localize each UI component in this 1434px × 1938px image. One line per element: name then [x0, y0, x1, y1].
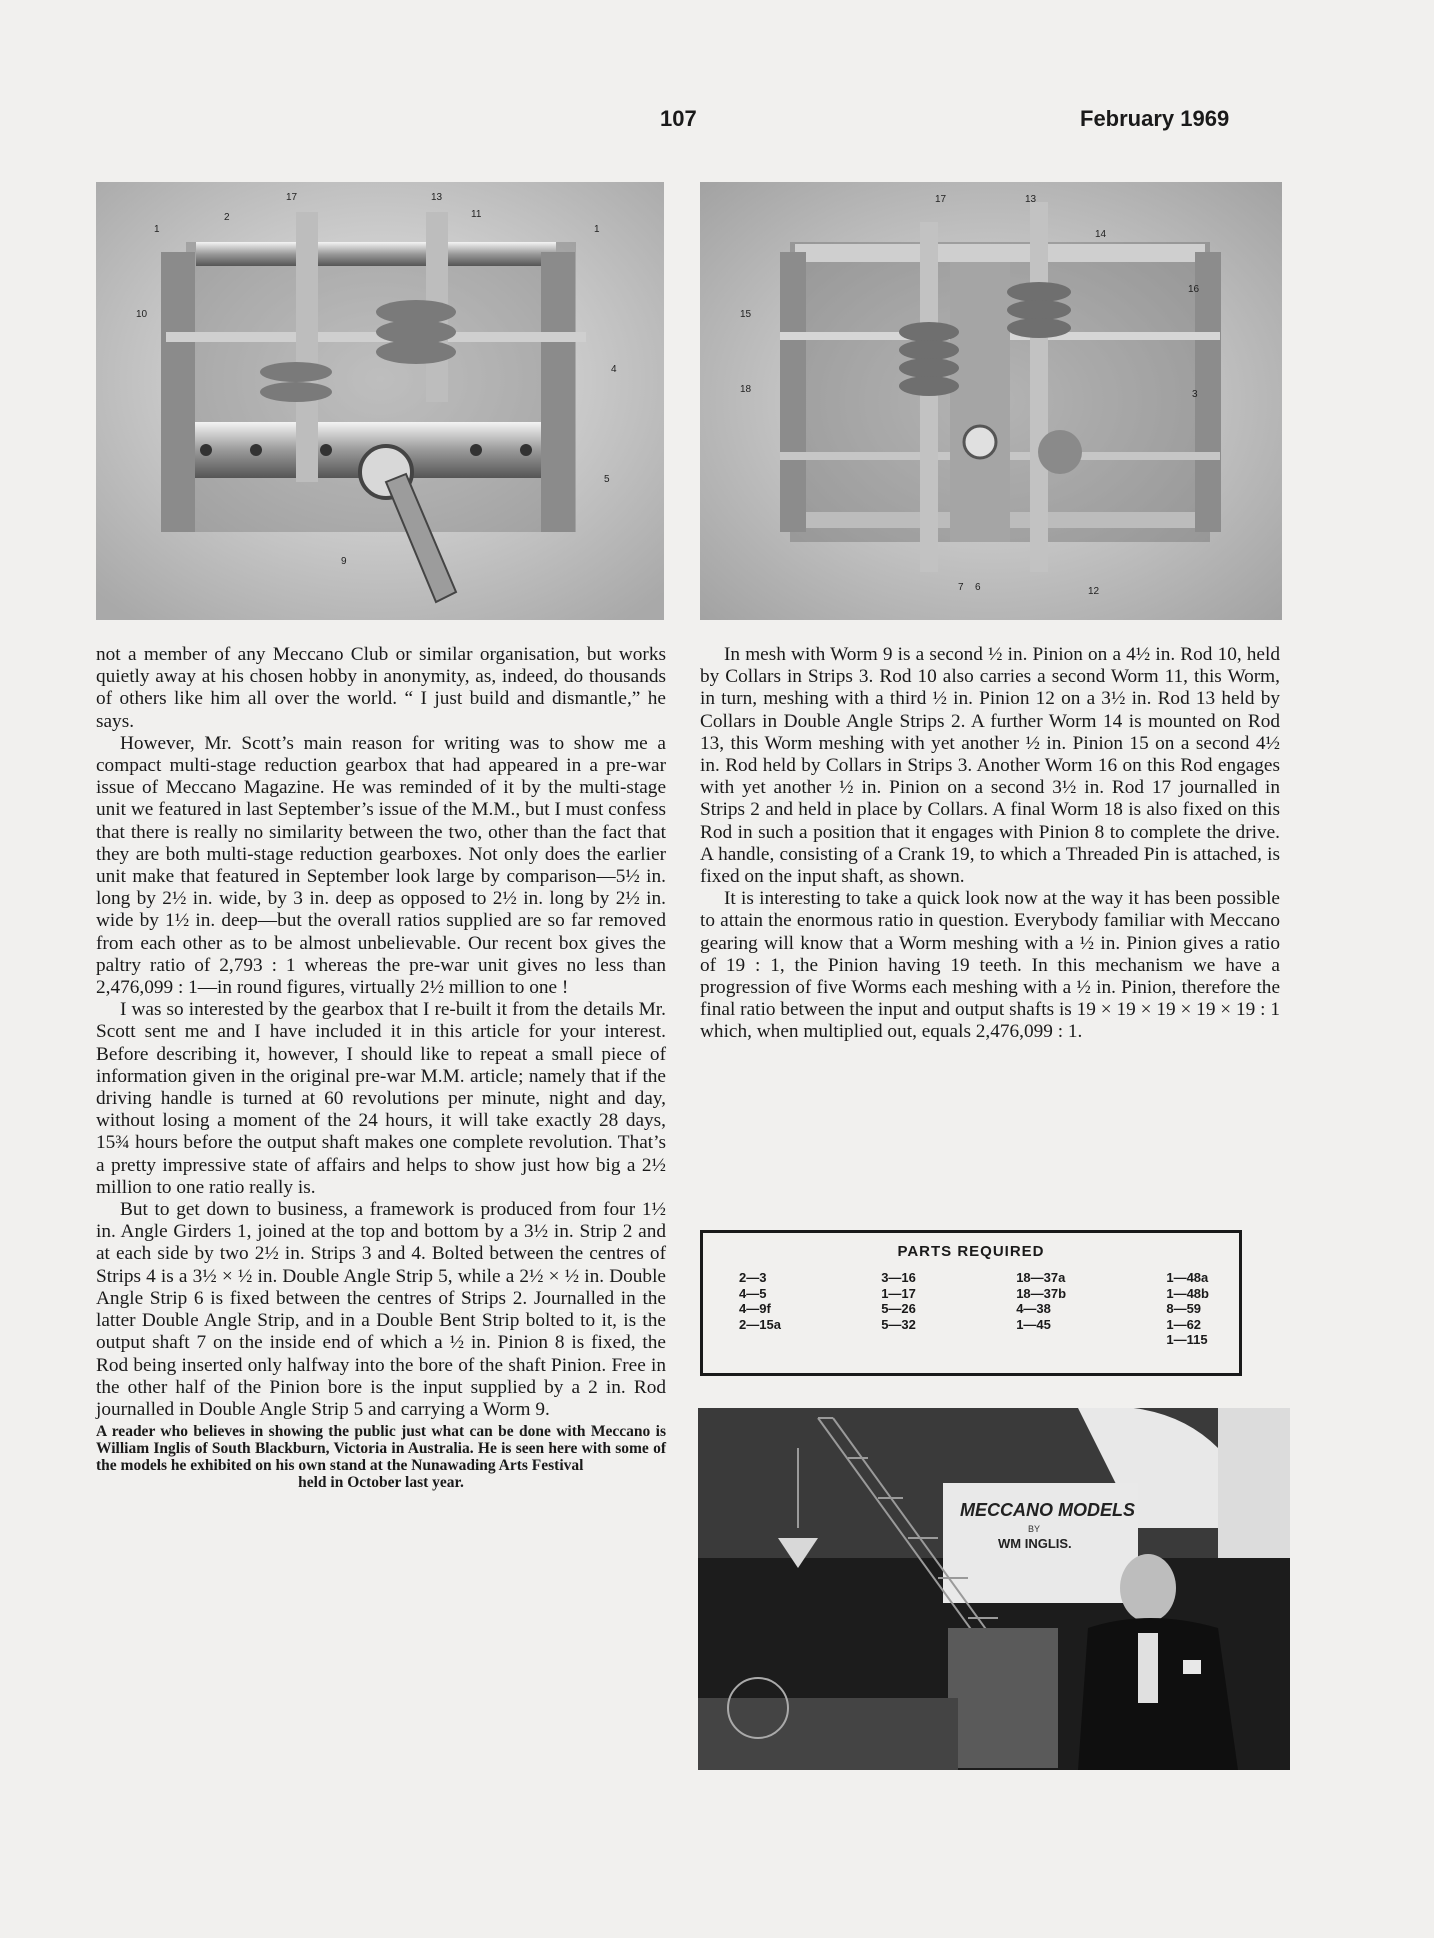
part-entry: 1—62: [1166, 1316, 1202, 1332]
photo1-label-1-left: 1: [154, 224, 160, 235]
paragraph: In mesh with Worm 9 is a second ½ in. Pinion on a 4½ in. Rod 10, held by Collars in Strips 3. Rod 10 also carries a second Worm 11, this Worm, in turn, meshing with a third ½ in. Pinion 12 on a 3½ in. Rod 13 held by Collars in Double Angle Strips 2. A further Worm 14 is mounted on Rod 13, this Worm meshing with yet another ½ in. Pinion 15 on a second 4½ in. Rod held by Collars in Strips 3. Another Worm 16 on this Rod engages with yet another ½ in. Pinion on a second 3½ in. Rod 17 journalled in Strips 2 and held in place by Collars. A final Worm 18 is also fixed on this Rod in such a position that it engages with Pinion 8 to complete the drive. A handle, consisting of a Crank 19, to which a Threaded Pin is attached, is fixed on the input shaft, as shown.: [700, 644, 1280, 888]
parts-column: [881, 1270, 916, 1348]
photo2-label-7: 7: [958, 582, 964, 593]
part-entry: 4—9f: [739, 1301, 771, 1316]
gearbox-photo-front: [96, 182, 664, 620]
page-number: 107: [660, 106, 697, 131]
paragraph: not a member of any Meccano Club or similar organisation, but works quietly away at his chosen hobby in anonymity, as, indeed, do thousands of others like him all over the world. “ I just build and dismantle,” he says.: [96, 644, 666, 732]
paragraph: But to get down to business, a framework is produced from four 1½ in. Angle Girders 1, joined at the top and bottom by a 3½ in. Strip 2 and at each side by two 2½ in. Strips 3 and 4. Bolted between the centres of Strips 4 is a 3½ × ½ in. Double Angle Strip 5, while a 2½ × ½ in. Double Angle Strip 6 is fixed between the centres of Strips 2. Journalled in the latter Double Angle Strip, and in a Double Bent Strip bolted to it, is the output shaft 7 on the inside end of which a ½ in. Pinion 8 is fixed, the Rod being inserted only halfway into the bore of the shaft Pinion. Free in the other half of the Pinion bore is the input supplied by a 2 in. Rod journalled in Double Angle Strip 5 and carrying a Worm 9.: [96, 1199, 666, 1420]
article-column-right: [700, 644, 1280, 1044]
part-entry: 1—48b: [1166, 1285, 1209, 1301]
sign-line-2: BY: [1028, 1524, 1041, 1534]
photo2-label-15: 15: [740, 309, 752, 320]
photo1-label-17: 17: [286, 192, 298, 203]
gearbox-photo-rear: [700, 182, 1282, 620]
caption-text-last-line: held in October last year.: [298, 1474, 464, 1492]
photo2-label-13: 13: [1025, 194, 1037, 205]
sign-line-1: MECCANO MODELS: [960, 1500, 1135, 1520]
photo-caption: [96, 1423, 666, 1491]
photo1-label-11: 11: [471, 209, 482, 220]
parts-required-box: [700, 1230, 1242, 1376]
parts-column: [1166, 1270, 1209, 1348]
photo2-label-14: 14: [1095, 229, 1107, 240]
photo2-label-6: 6: [975, 582, 981, 593]
part-entry: 18—37a: [1016, 1270, 1066, 1285]
part-entry: 3—16: [881, 1270, 916, 1285]
parts-column: [739, 1270, 781, 1348]
part-entry: 4—38: [1016, 1301, 1051, 1316]
parts-required-title: PARTS REQUIRED: [897, 1243, 1045, 1260]
part-entry: 5—32: [881, 1316, 916, 1332]
part-entry: 1—48a: [1166, 1270, 1209, 1285]
photo1-label-5: 5: [604, 474, 610, 485]
photo1-label-1-right: 1: [594, 224, 600, 235]
part-entry: 4—5: [739, 1285, 767, 1301]
photo2-label-17: 17: [935, 194, 947, 205]
photo2-label-3: 3: [1192, 389, 1198, 400]
paragraph: I was so interested by the gearbox that I re-built it from the details Mr. Scott sent me and I have included it in this article for your interest. Before describing it, however, I should like to repeat a small piece of information given in the original pre-war M.M. article; namely that if the driving handle is turned at 60 revolutions per minute, night and day, without losing a moment of the 24 hours, it will take exactly 28 days, 15¾ hours before the output shaft makes one complete revolution. That’s a pretty impressive state of affairs and helps to show just how big a 2½ million to one ratio really is.: [96, 999, 666, 1198]
article-column-left: [96, 644, 666, 1491]
paragraph: However, Mr. Scott’s main reason for writing was to show me a compact multi-stage reduction gearbox that had appeared in a pre-war issue of Meccano Magazine. He was reminded of it by the multi-stage unit we featured in last September’s issue of the M.M., but I must confess that there is really no similarity between the two, other than the fact that they are both multi-stage reduction gearboxes. Not only does the earlier unit make that featured in September look large by comparison—5½ in. long by 2½ in. wide, by 3 in. deep as opposed to 2½ in. long by 2½ in. wide by 1½ in. deep—but the overall ratios supplied are so far removed from each other as to be almost unbelievable. Our recent box gives the paltry ratio of 2,793 : 1 whereas the pre-war unit gives no less than 2,476,099 : 1—in round figures, virtually 2½ million to one !: [96, 732, 666, 999]
part-entry: 1—115: [1166, 1332, 1208, 1347]
sign-line-3: WM INGLIS.: [998, 1536, 1072, 1551]
photo1-label-10: 10: [136, 309, 148, 320]
page-date: February 1969: [1080, 106, 1230, 131]
paragraph: It is interesting to take a quick look now at the way it has been possible to attain the enormous ratio in question. Everybody familiar with Meccano gearing will know that a Worm meshing with a ½ in. Pinion gives a ratio of 19 : 1, the Pinion having 19 teeth. In this mechanism we have a progression of five Worms each meshing with a ½ in. Pinion, therefore the final ratio between the input and output shafts is 19 × 19 × 19 × 19 × 19 : 1 which, when multiplied out, equals 2,476,099 : 1.: [700, 888, 1280, 1043]
exhibitor-photo: [698, 1408, 1290, 1770]
caption-text: A reader who believes in showing the public just what can be done with Meccano is William Inglis of South Blackburn, Victoria in Australia. He is seen here with some of the models he exhibited on his own stand at the Nunawading Arts Festival: [96, 1423, 666, 1475]
part-entry: 2—3: [739, 1270, 767, 1285]
photo1-label-4: 4: [611, 364, 617, 375]
photo2-label-16: 16: [1188, 284, 1200, 295]
photo2-label-12: 12: [1088, 586, 1100, 597]
photo1-label-13: 13: [431, 192, 443, 203]
part-entry: 1—17: [881, 1285, 916, 1301]
parts-list: [703, 1260, 1239, 1348]
photo2-label-18: 18: [740, 384, 752, 395]
part-entry: 18—37b: [1016, 1285, 1067, 1301]
part-entry: 1—45: [1016, 1316, 1051, 1332]
part-entry: 8—59: [1166, 1301, 1202, 1316]
photo1-label-2: 2: [224, 212, 230, 223]
parts-column: [1016, 1270, 1066, 1348]
part-entry: 2—15a: [739, 1316, 781, 1332]
photo1-label-9: 9: [341, 556, 347, 567]
part-entry: 5—26: [881, 1301, 916, 1316]
